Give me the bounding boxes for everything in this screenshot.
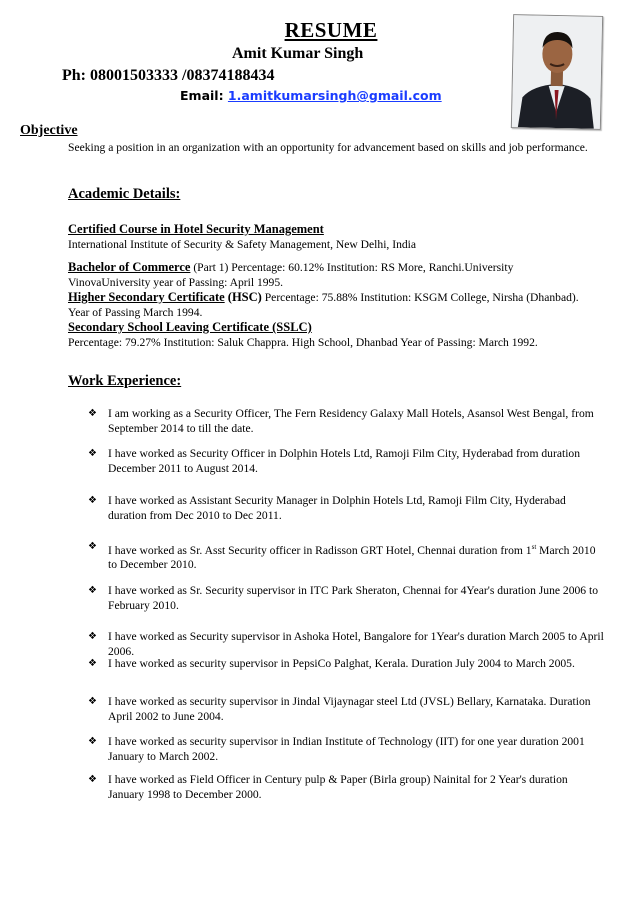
work-item — [86, 735, 606, 764]
work-item-text: I have worked as security supervisor in PepsiCo Palghat, Kerala. Duration July 2004 to March 2005. — [108, 657, 575, 670]
candidate-name: Amit Kumar Singh — [232, 45, 364, 62]
work-item-text: I have worked as security supervisor in Jindal Vijaynagar steel Ltd (JVSL) Bellary, Karnataka. Duration April 2002 to June 2004. — [108, 695, 591, 723]
work-item-text: I have worked as Security supervisor in Ashoka Hotel, Bangalore for 1Year's duration March 2005 to April 2006. — [108, 630, 604, 658]
work-item-text-cont: March 2010 to December 2010. — [108, 543, 596, 572]
academic-heading: Academic Details: — [68, 186, 181, 202]
objective-text: Seeking a position in an organization with an opportunity for advancement based on skills and job performance. — [68, 141, 588, 154]
person-portrait-icon — [512, 15, 602, 129]
work-item-text: I have worked as Field Officer in Century pulp & Paper (Birla group) Nainital for 2 Year's duration January 1998 to December 2000. — [108, 773, 568, 801]
email-line — [180, 88, 442, 103]
resume-title: RESUME — [284, 18, 378, 42]
work-item-text: I have worked as Sr. Security supervisor in ITC Park Sheraton, Chennai for 4Year's duration June 2006 to February 2010. — [108, 584, 599, 612]
work-item — [86, 447, 606, 476]
bcom-entry — [68, 260, 598, 290]
diamond-bullet-icon: ❖ — [88, 585, 97, 596]
hsc-title: Higher Secondary Certificate — [68, 290, 225, 304]
work-item-text: I have worked as Sr. Asst Security officer in Radisson GRT Hotel, Chennai duration from 1 — [108, 543, 532, 557]
course-detail: International Institute of Security & Safety Management, New Delhi, India — [68, 238, 417, 251]
hsc-abbr: (HSC) — [224, 290, 262, 304]
hsc-entry — [68, 290, 598, 320]
diamond-bullet-icon: ❖ — [88, 495, 97, 506]
course-title: Certified Course in Hotel Security Management — [68, 222, 324, 236]
hsc-detail: Percentage: 75.88% Institution: KSGM College, Nirsha (Dhanbad). Year of Passing March 1994. — [68, 291, 579, 319]
email-label: Email: — [180, 88, 228, 103]
phone-numbers: Ph: 08001503333 /08374188434 — [62, 67, 275, 84]
diamond-bullet-icon: ❖ — [88, 658, 97, 669]
work-item — [86, 584, 606, 613]
work-item-text: I have worked as security supervisor in Indian Institute of Technology (IIT) for one year duration 2001 January to March 2002. — [108, 735, 585, 763]
work-item — [86, 695, 606, 724]
objective-heading: Objective — [20, 123, 78, 138]
work-item-text: I have worked as Security Officer in Dolphin Hotels Ltd, Ramoji Film City, Hyderabad from duration December 2011 to August 2014. — [108, 447, 581, 475]
diamond-bullet-icon: ❖ — [88, 408, 97, 419]
sslc-title: Secondary School Leaving Certificate (SSLC) — [68, 320, 312, 334]
sslc-detail: Percentage: 79.27% Institution: Saluk Chappra. High School, Dhanbad Year of Passing: March 1992. — [68, 336, 538, 349]
superscript-st: st — [531, 543, 537, 551]
work-item — [86, 657, 606, 672]
work-heading: Work Experience: — [68, 373, 182, 389]
candidate-photo — [511, 14, 603, 130]
work-item — [86, 773, 606, 802]
work-item — [86, 407, 606, 436]
work-item — [86, 540, 606, 573]
work-item-text: I am working as a Security Officer, The Fern Residency Galaxy Mall Hotels, Asansol West Bengal, from September 2014 to till the date. — [108, 407, 594, 435]
diamond-bullet-icon: ❖ — [88, 631, 97, 642]
work-item-text: I have worked as Assistant Security Manager in Dolphin Hotels Ltd, Ramoji Film City, Hyderabad duration from Dec 2010 to Dec 2011. — [108, 494, 566, 522]
diamond-bullet-icon: ❖ — [88, 448, 97, 459]
work-item — [86, 630, 606, 659]
diamond-bullet-icon: ❖ — [88, 541, 97, 552]
work-item — [86, 494, 606, 523]
bcom-detail: (Part 1) Percentage: 60.12% Institution: RS More, Ranchi.University VinovaUniversity year of Passing: April 1995. — [68, 261, 514, 289]
diamond-bullet-icon: ❖ — [88, 736, 97, 747]
diamond-bullet-icon: ❖ — [88, 696, 97, 707]
diamond-bullet-icon: ❖ — [88, 774, 97, 785]
email-link[interactable]: 1.amitkumarsingh@gmail.com — [227, 88, 442, 103]
bcom-title: Bachelor of Commerce — [68, 260, 191, 274]
